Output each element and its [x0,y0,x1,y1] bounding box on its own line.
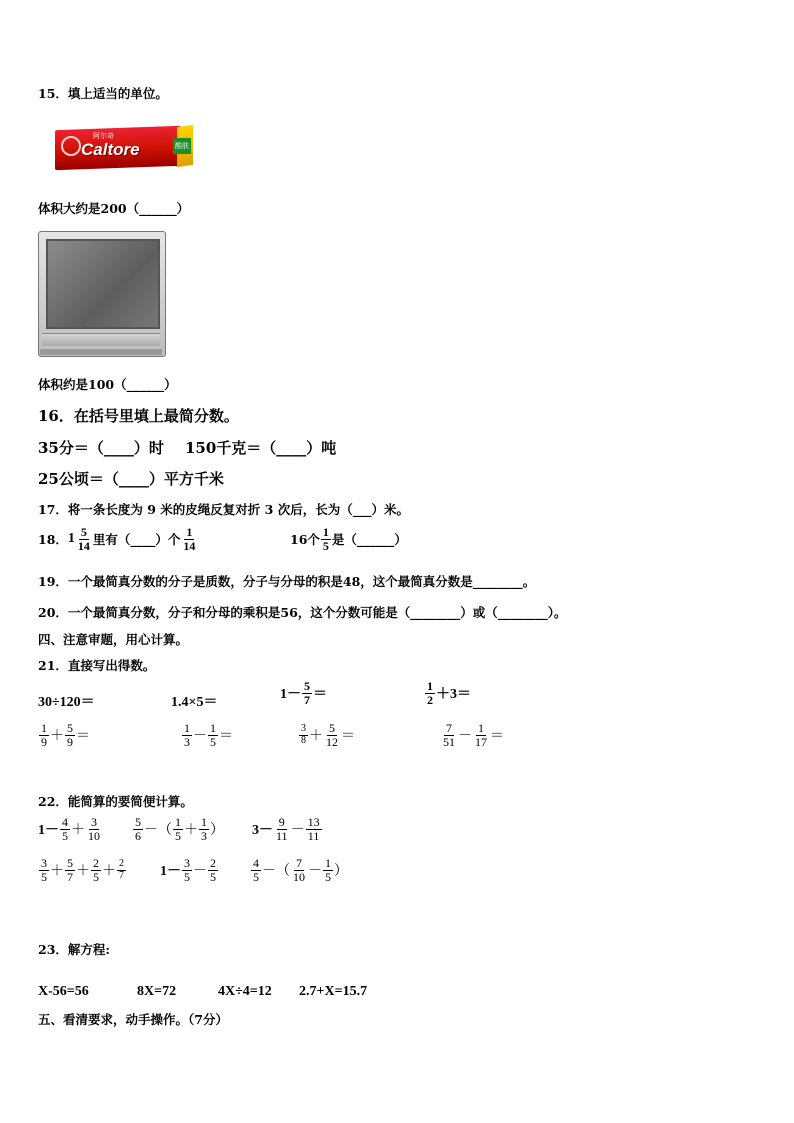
q22-r2c: $\frac{4}{5}$ －（ $\frac{7}{10}$ － $\frac{1}{5}$ ） [253,856,348,884]
q16-line2: 25公顷＝（____）平方千米 [38,470,224,488]
q23-eq2: 8X=72 [137,984,177,999]
q18-fraction-2: $\frac{1}{14}$ [183,525,196,553]
section-4-title: 四、注意审题，用心计算。 [38,632,189,647]
q22-r1a: 1－ $\frac{4}{5}$ ＋ $\frac{3}{10}$ [38,815,100,843]
box-brand: Caltore [81,140,140,159]
q22-r2a: $\frac{3}{5}$ ＋ $\frac{5}{7}$ ＋ $\frac{2}{5}$ ＋ $\frac{2}{7}$ [41,856,124,884]
swirl-icon [61,136,81,156]
q21-e: $\frac{1}{9}$ ＋ $\frac{5}{9}$ ＝ [41,721,90,749]
q19-text: 19．一个最简真分数的分子是质数，分子与分母的积是48，这个最简真分数是________。 [38,574,536,589]
q21-g: $\frac{3}{8}$ ＋ $\frac{5}{12}$ ＝ [301,721,355,749]
q18-line [38,526,198,552]
q21-a: 30÷120＝ [38,695,95,710]
q18-mid: 里有（____）个 [92,532,181,548]
q21-f: $\frac{1}{3}$ － $\frac{1}{5}$ ＝ [184,721,233,749]
q22-r1c: 3－ $\frac{9}{11}$ － $\frac{13}{11}$ [252,815,320,843]
q23-eq3: 4X÷4=12 [218,984,272,999]
q18-fraction-3: $\frac{1}{5}$ [322,525,329,553]
q18-p2b: 是（______） [331,532,407,548]
box-cn-label: 阿尔奇 [93,132,114,140]
q15-line1: 体积大约是200（______） [38,201,190,216]
q18-label: 18． [38,532,68,548]
q15-title: 15．填上适当的单位。 [38,86,168,101]
toothpaste-box-image [55,124,193,172]
q16-line1b: 150千克＝（____）吨 [185,439,337,457]
q21-d: $\frac{1}{2}$ ＋3＝ [427,679,471,707]
q22-title: 22．能简算的要简便计算。 [38,794,193,809]
q23-eq4: 2.7+X=15.7 [299,984,368,999]
q21-h: $\frac{7}{51}$ － $\frac{1}{17}$ ＝ [443,721,504,749]
q18-fraction-1: $\frac{5}{14}$ [77,525,90,553]
box-badge: 酷肤 [173,138,191,154]
q18-part2 [290,526,407,552]
q18-p2a: 16个 [290,532,320,548]
q23-title: 23．解方程: [38,942,111,957]
q21-c: 1－ $\frac{5}{7}$ ＝ [280,679,327,707]
q22-r2b: 1－ $\frac{3}{5}$ － $\frac{2}{5}$ [160,856,216,884]
tv-image [38,231,166,357]
q22-r1b: $\frac{5}{6}$ －（ $\frac{1}{5}$ ＋ $\frac{1}{3}$ ） [135,815,224,843]
q16-title: 16．在括号里填上最简分数。 [38,407,239,425]
q18-whole: 1 [67,531,75,547]
q23-eq1: X-56=56 [38,984,89,999]
q16-line1a: 35分＝（____）时 [38,439,164,457]
q21-b: 1.4×5＝ [171,695,218,710]
q15-line2: 体积约是100（______） [38,377,177,392]
q20-text: 20．一个最简真分数，分子和分母的乘积是56，这个分数可能是（________）或（________）。 [38,605,567,620]
q17-text: 17．将一条长度为 9 米的皮绳反复对折 3 次后，长为（___）米。 [38,502,409,517]
section-5-title: 五、看清要求，动手操作。（7分） [38,1012,228,1027]
q21-title: 21．直接写出得数。 [38,658,156,673]
